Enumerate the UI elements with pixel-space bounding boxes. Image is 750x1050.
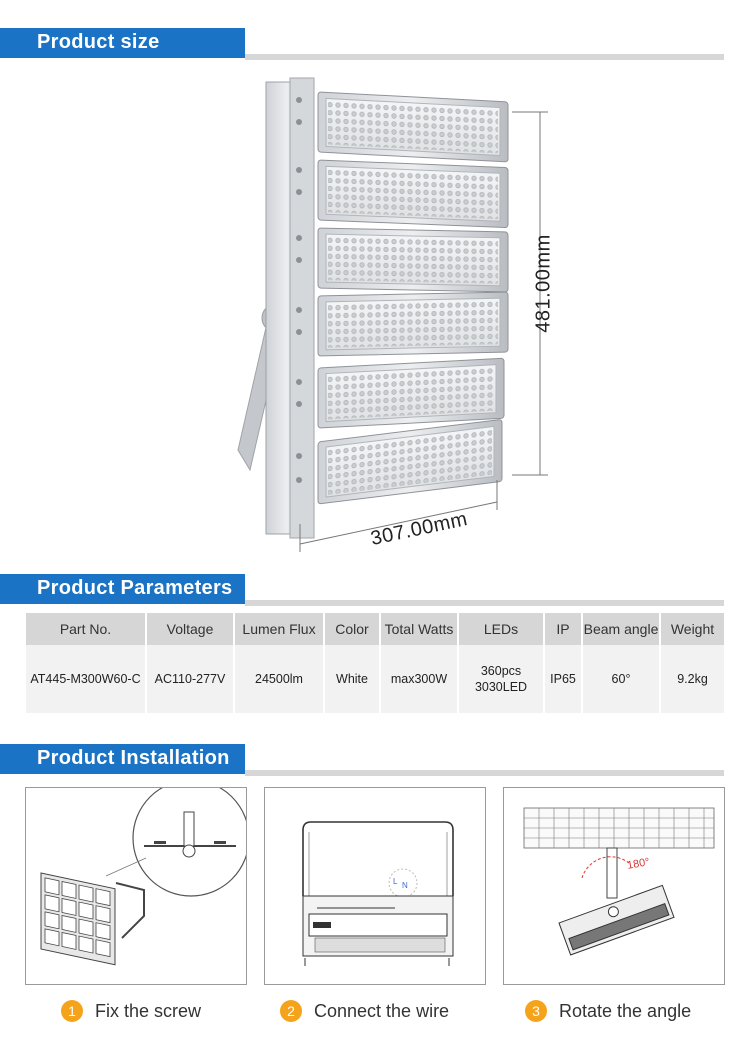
header-ip: IP xyxy=(544,613,582,645)
cell-beam: 60° xyxy=(582,645,660,713)
cell-part-no: AT445-M300W60-C xyxy=(30,672,141,686)
svg-text:L: L xyxy=(393,877,398,886)
connect-wire-illustration xyxy=(265,788,486,985)
width-dimension-label: 307.00mm xyxy=(368,508,470,551)
install-panel-rotate-angle xyxy=(503,787,725,985)
section-title: Product Parameters xyxy=(37,577,233,599)
header-color: Color xyxy=(324,613,380,645)
header-part-no: Part No. xyxy=(26,613,146,645)
header-leds: LEDs xyxy=(458,613,544,645)
cell-voltage: AC110-277V xyxy=(146,645,234,713)
step-label: Rotate the angle xyxy=(559,1000,692,1021)
cell-lumen: 24500lm xyxy=(234,645,324,713)
step-number-badge: 2 xyxy=(280,1000,302,1022)
height-dimension-label: 481.00mm xyxy=(532,234,555,333)
install-panel-fix-screw xyxy=(25,787,247,985)
parameters-table xyxy=(26,613,724,713)
install-step-1 xyxy=(61,998,201,1024)
section-header-product-size xyxy=(0,28,750,58)
rotate-angle-illustration xyxy=(504,788,725,985)
cell-leds xyxy=(458,645,544,713)
product-image-area xyxy=(0,60,750,570)
svg-text:N: N xyxy=(402,881,408,890)
header-lumen-flux: Lumen Flux xyxy=(234,613,324,645)
header-weight: Weight xyxy=(660,613,724,645)
led-modules xyxy=(318,92,508,504)
fix-screw-illustration xyxy=(26,788,247,985)
cell-leds-count: 360pcs xyxy=(480,664,522,678)
header-divider xyxy=(245,770,724,776)
header-beam-angle: Beam angle xyxy=(582,613,660,645)
cell-ip: IP65 xyxy=(544,645,582,713)
install-step-2 xyxy=(280,998,449,1024)
section-title: Product size xyxy=(37,31,160,53)
section-header-product-parameters xyxy=(0,574,750,604)
cell-color: White xyxy=(324,645,380,713)
step-number-badge: 1 xyxy=(61,1000,83,1022)
section-header-product-installation xyxy=(0,744,750,774)
header-divider xyxy=(245,600,724,606)
section-title: Product Installation xyxy=(37,747,230,769)
table-header-row xyxy=(26,613,724,645)
floodlight-illustration xyxy=(0,60,750,570)
table-row xyxy=(26,645,724,713)
step-number-badge: 3 xyxy=(525,1000,547,1022)
install-step-3 xyxy=(525,998,691,1024)
step-label: Connect the wire xyxy=(314,1000,450,1021)
header-total-watts: Total Watts xyxy=(380,613,458,645)
cell-leds-type: 3030LED xyxy=(474,680,528,694)
rotate-angle-label: 180° xyxy=(626,856,651,872)
cell-watts: max300W xyxy=(380,645,458,713)
header-voltage: Voltage xyxy=(146,613,234,645)
step-label: Fix the screw xyxy=(95,1000,202,1021)
cell-weight: 9.2kg xyxy=(660,645,724,713)
install-panel-connect-wire xyxy=(264,787,486,985)
